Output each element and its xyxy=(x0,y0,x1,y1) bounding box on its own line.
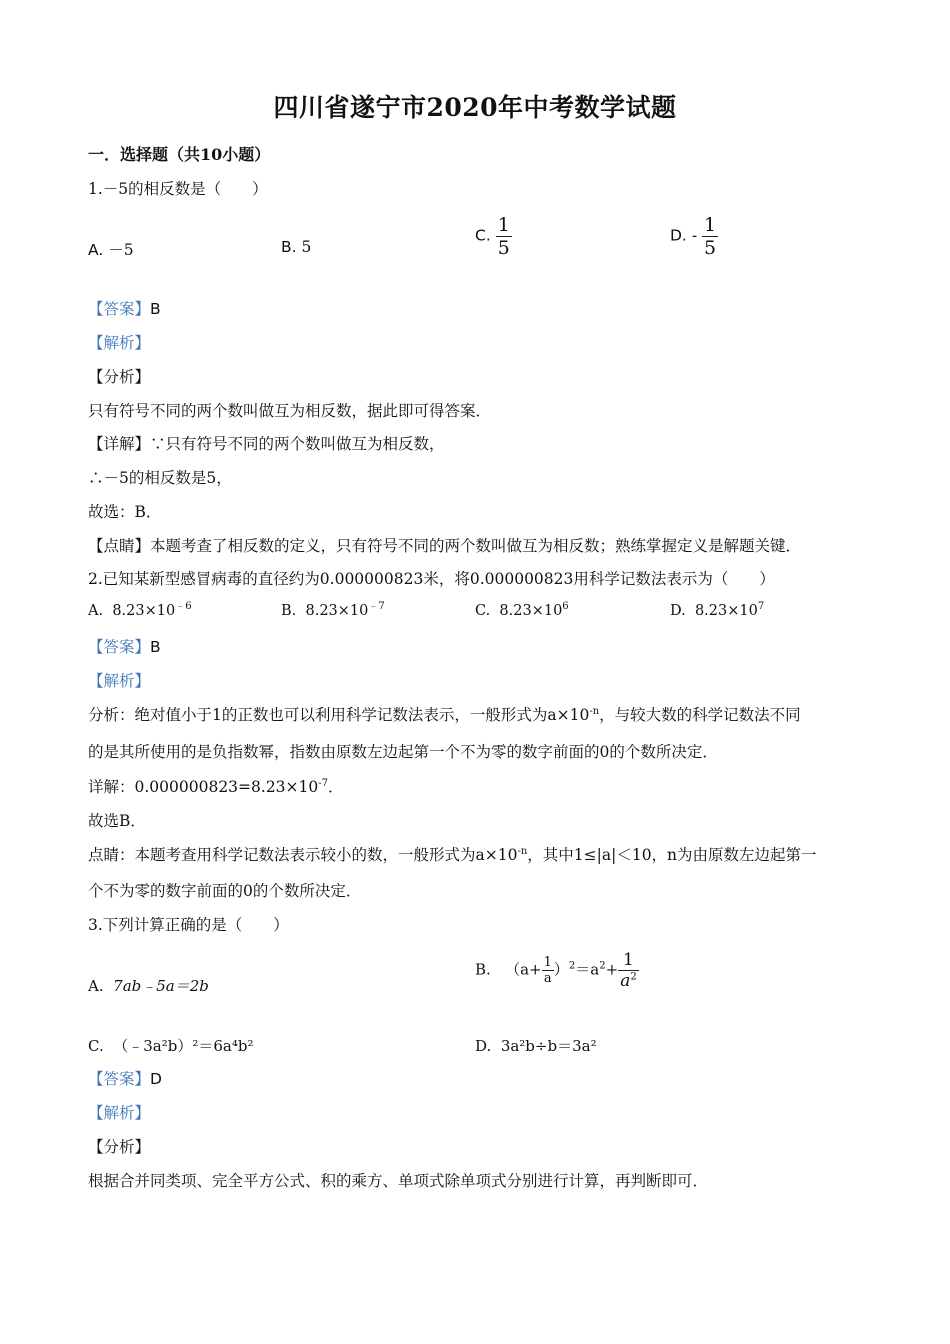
q1-analysis: 只有符号不同的两个数叫做互为相反数，据此即可得答案． xyxy=(88,402,492,420)
q3-option-b-label: B. xyxy=(475,960,491,979)
q2-option-a xyxy=(88,603,192,619)
fraction-denominator: 5 xyxy=(704,237,717,259)
q3-analysis: 根据合并同类项、完全平方公式、积的乘方、单项式除单项式分别进行计算，再判断即可． xyxy=(88,1172,709,1190)
q2-option-b-label: B. xyxy=(281,603,297,619)
q2-option-d xyxy=(670,603,764,619)
q3-option-c xyxy=(88,1035,254,1056)
q1-choose: 故选：B． xyxy=(88,503,162,521)
denominator-base: a xyxy=(620,971,631,991)
fraction-denominator: a xyxy=(542,970,554,986)
q1-option-d-fraction xyxy=(702,214,718,259)
fraction-denominator: 5 xyxy=(497,237,510,259)
q3-option-b-fraction-2 xyxy=(618,950,639,991)
q3-fenxi-tag: 【分析】 xyxy=(88,1138,151,1156)
q2-option-b-exponent: ﹣7 xyxy=(368,601,385,613)
q1-option-b-label: B. xyxy=(281,238,297,256)
q1-option-d xyxy=(670,214,718,259)
answer-tag: 【答案】 xyxy=(88,1070,151,1088)
fraction-numerator: 1 xyxy=(543,955,552,970)
exponent: -n xyxy=(517,845,528,857)
page-title: 四川省遂宁市2020年中考数学试题 xyxy=(273,93,677,122)
q3-option-b xyxy=(475,950,639,991)
q3-stem: 3.下列计算正确的是（ ） xyxy=(88,916,289,934)
answer-value: D xyxy=(150,1070,162,1088)
q1-jiexi-tag: 【解析】 xyxy=(88,334,151,352)
text-run: （a+ xyxy=(505,960,542,979)
fraction-numerator: 1 xyxy=(497,214,510,236)
text-run: ，其中1≤|a|＜10，n为由原数左边起第一 xyxy=(527,846,817,864)
fraction-denominator xyxy=(618,970,639,991)
exponent: 2 xyxy=(599,960,606,972)
q2-option-c-label: C. xyxy=(475,603,491,619)
exponent: -7 xyxy=(318,777,329,789)
answer-tag: 【答案】 xyxy=(88,300,151,318)
q2-option-c-base: 8.23×10 xyxy=(499,603,563,619)
q2-stem: 2.已知某新型感冒病毒的直径约为0.000000823米，将0.000000823用科学记数法表示为（ ） xyxy=(88,570,775,588)
q1-option-b-value: 5 xyxy=(301,238,312,256)
q3-option-b-fraction-1 xyxy=(542,955,554,986)
q2-option-a-label: A. xyxy=(88,603,104,619)
q1-stem: 1.－5的相反数是（ ） xyxy=(88,180,268,198)
section-heading: 一．选择题（共10小题） xyxy=(88,145,271,164)
q1-option-a-value: －5 xyxy=(108,241,134,259)
q2-comment-line2: 个不为零的数字前面的0的个数所决定． xyxy=(88,882,362,900)
q3-option-a xyxy=(88,975,209,996)
text-run: ． xyxy=(328,778,344,796)
text-run: ，与较大数的科学记数法不同 xyxy=(599,706,801,724)
text-run: ＝a xyxy=(575,960,600,979)
q3-option-d xyxy=(475,1035,597,1056)
fraction-numerator: 1 xyxy=(704,214,717,236)
q2-option-c xyxy=(475,603,569,619)
q2-detail xyxy=(88,776,344,798)
text-run: 分析：绝对值小于1的正数也可以利用科学记数法表示，一般形式为a×10 xyxy=(88,706,590,724)
negative-sign: - xyxy=(691,226,698,245)
q1-option-c-label: C. xyxy=(475,226,491,245)
text-run: ） xyxy=(553,960,569,979)
q3-option-d-label: D. xyxy=(475,1037,492,1055)
q1-fenxi-tag: 【分析】 xyxy=(88,368,151,386)
q2-analysis-line1 xyxy=(88,704,801,726)
q1-option-c-fraction xyxy=(496,214,512,259)
exponent: 2 xyxy=(568,960,576,972)
exponent: -n xyxy=(589,705,600,717)
q2-comment-line1 xyxy=(88,844,817,866)
q1-comment: 【点睛】本题考查了相反数的定义，只有符号不同的两个数叫做互为相反数；熟练掌握定义是解题关键． xyxy=(88,537,802,555)
q2-option-a-exponent: ﹣6 xyxy=(175,601,192,613)
q1-detail: 【详解】∵只有符号不同的两个数叫做互为相反数， xyxy=(88,435,445,453)
q3-option-d-expression: 3a²b÷b＝3a² xyxy=(500,1037,597,1055)
answer-value: B xyxy=(150,638,161,656)
text-run: 点睛：本题考查用科学记数法表示较小的数，一般形式为a×10 xyxy=(88,846,518,864)
q2-option-d-base: 8.23×10 xyxy=(694,603,758,619)
q1-option-c xyxy=(475,214,512,259)
q2-option-b-base: 8.23×10 xyxy=(305,603,369,619)
q2-option-d-label: D. xyxy=(670,603,686,619)
q1-therefore: ∴－5的相反数是5， xyxy=(88,469,232,487)
q2-answer xyxy=(88,636,161,658)
q1-option-a xyxy=(88,238,134,260)
text-run: + xyxy=(605,960,619,979)
fraction-numerator: 1 xyxy=(623,950,634,970)
q2-analysis-line2: 的是其所使用的是负指数幂，指数由原数左边起第一个不为零的数字前面的0的个数所决定． xyxy=(88,743,718,761)
q2-option-a-base: 8.23×10 xyxy=(112,603,176,619)
q1-option-d-label: D. xyxy=(670,226,687,245)
q3-jiexi-tag: 【解析】 xyxy=(88,1104,151,1122)
answer-value: B xyxy=(150,300,161,318)
q3-answer xyxy=(88,1068,162,1090)
q3-option-a-label: A. xyxy=(88,977,104,995)
text-run: 详解：0.000000823=8.23×10 xyxy=(88,778,319,796)
q2-choose: 故选B． xyxy=(88,812,146,830)
q1-option-b xyxy=(281,238,311,256)
exponent: 2 xyxy=(630,971,637,983)
q2-option-b xyxy=(281,603,385,619)
q3-option-c-label: C. xyxy=(88,1037,104,1055)
answer-tag: 【答案】 xyxy=(88,638,151,656)
q3-option-c-expression: （﹣3a²b）²＝6a⁴b² xyxy=(113,1037,254,1055)
q2-option-c-exponent: 6 xyxy=(562,601,569,613)
q2-jiexi-tag: 【解析】 xyxy=(88,672,151,690)
q3-option-a-expression: 7ab﹣5a＝2b xyxy=(113,977,209,995)
q1-option-a-label: A. xyxy=(88,241,104,259)
q1-answer xyxy=(88,298,161,320)
q2-option-d-exponent: 7 xyxy=(757,601,765,613)
